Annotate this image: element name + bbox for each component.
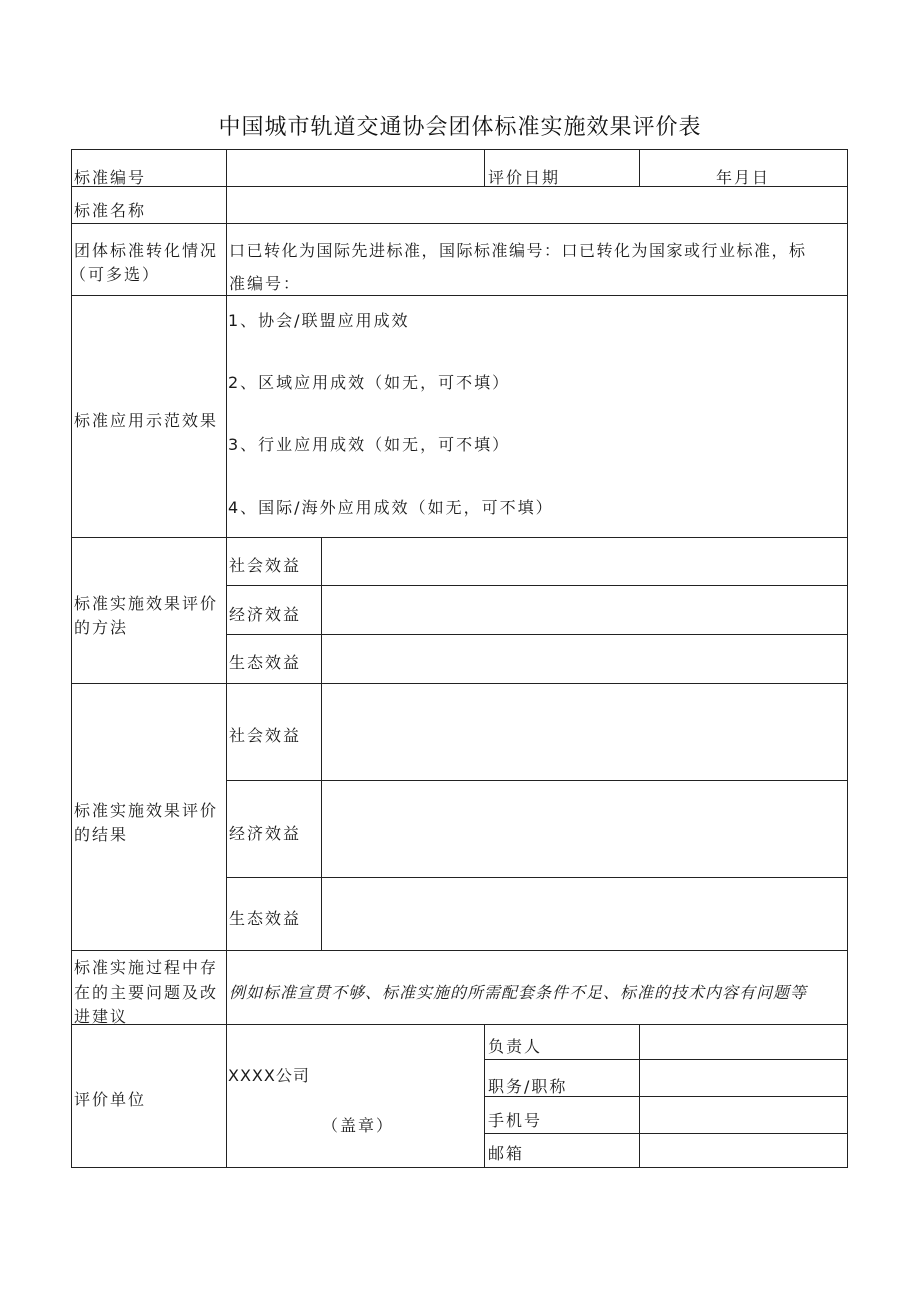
table-border-right bbox=[847, 149, 848, 1168]
result-ecological-input[interactable] bbox=[323, 879, 846, 949]
result-label-line1: 标准实施效果评价 bbox=[74, 801, 219, 820]
demo-item[interactable]: 2、区域应用成效（如无，可不填） bbox=[228, 373, 511, 392]
std-name-input[interactable] bbox=[228, 188, 846, 222]
method-label-line1: 标准实施效果评价 bbox=[74, 594, 219, 613]
table-divider bbox=[639, 149, 640, 186]
demo-item[interactable]: 3、行业应用成效（如无，可不填） bbox=[228, 435, 511, 454]
std-number-label: 标准编号 bbox=[74, 168, 147, 187]
company-name[interactable]: XXXX公司 bbox=[228, 1066, 310, 1085]
method-label-line2: 的方法 bbox=[74, 618, 129, 637]
table-divider bbox=[71, 295, 848, 296]
contact-email-input[interactable] bbox=[641, 1135, 846, 1166]
table-divider bbox=[71, 683, 848, 684]
issues-label-line1: 标准实施过程中存 bbox=[74, 958, 219, 977]
table-divider bbox=[484, 1059, 848, 1060]
method-economic-label: 经济效益 bbox=[229, 605, 302, 624]
result-social-input[interactable] bbox=[323, 685, 846, 779]
contact-phone-input[interactable] bbox=[641, 1098, 846, 1132]
seal-label: （盖章） bbox=[322, 1116, 395, 1135]
demo-item[interactable]: 4、国际/海外应用成效（如无，可不填） bbox=[228, 498, 554, 517]
std-number-input[interactable] bbox=[228, 151, 483, 185]
conversion-label-line2: （可多选） bbox=[70, 265, 161, 284]
result-economic-input[interactable] bbox=[323, 782, 846, 876]
table-divider bbox=[226, 634, 848, 635]
std-name-label: 标准名称 bbox=[74, 201, 147, 220]
page-title: 中国城市轨道交通协会团体标准实施效果评价表 bbox=[218, 115, 702, 140]
eval-date-value[interactable]: 年月日 bbox=[716, 168, 771, 187]
table-divider bbox=[321, 537, 322, 683]
contact-title-input[interactable] bbox=[641, 1061, 846, 1095]
table-divider bbox=[71, 1167, 848, 1168]
demo-item[interactable]: 1、协会/联盟应用成效 bbox=[228, 311, 410, 330]
contact-person-input[interactable] bbox=[641, 1026, 846, 1058]
issues-label-line3: 进建议 bbox=[74, 1007, 129, 1026]
table-divider bbox=[226, 149, 227, 1168]
table-divider bbox=[71, 223, 848, 224]
issues-label-line2: 在的主要问题及改 bbox=[74, 983, 219, 1002]
method-ecological-input[interactable] bbox=[323, 636, 846, 682]
table-divider bbox=[71, 149, 848, 150]
table-divider bbox=[71, 1024, 848, 1025]
table-divider bbox=[321, 683, 322, 950]
result-social-label: 社会效益 bbox=[229, 726, 302, 745]
method-social-label: 社会效益 bbox=[229, 556, 302, 575]
conversion-text-line2[interactable]: 准编号： bbox=[229, 274, 302, 293]
issues-example-text[interactable]: 例如标准宣贯不够、标准实施的所需配套条件不足、标准的技术内容有问题等 bbox=[229, 983, 808, 1002]
method-social-input[interactable] bbox=[323, 539, 846, 584]
contact-title-label: 职务/职称 bbox=[488, 1077, 568, 1096]
contact-email-label: 邮箱 bbox=[488, 1144, 525, 1163]
result-ecological-label: 生态效益 bbox=[229, 909, 302, 928]
table-divider bbox=[226, 877, 848, 878]
contact-phone-label: 手机号 bbox=[488, 1111, 543, 1130]
method-ecological-label: 生态效益 bbox=[229, 653, 302, 672]
table-divider bbox=[226, 780, 848, 781]
table-divider bbox=[71, 537, 848, 538]
table-border-left bbox=[71, 149, 72, 1168]
eval-unit-label: 评价单位 bbox=[74, 1090, 147, 1109]
table-divider bbox=[71, 950, 848, 951]
result-economic-label: 经济效益 bbox=[229, 824, 302, 843]
eval-date-label: 评价日期 bbox=[488, 168, 561, 187]
table-divider bbox=[226, 585, 848, 586]
result-label-line2: 的结果 bbox=[74, 825, 129, 844]
demo-effect-label: 标准应用示范效果 bbox=[74, 411, 219, 430]
contact-person-label: 负责人 bbox=[488, 1037, 543, 1056]
conversion-text-line1[interactable]: 口已转化为国际先进标准，国际标准编号：口已转化为国家或行业标准，标 bbox=[229, 241, 807, 260]
conversion-label-line1: 团体标准转化情况 bbox=[74, 241, 219, 260]
table-divider bbox=[484, 1133, 848, 1134]
method-economic-input[interactable] bbox=[323, 587, 846, 633]
table-divider bbox=[484, 149, 485, 186]
